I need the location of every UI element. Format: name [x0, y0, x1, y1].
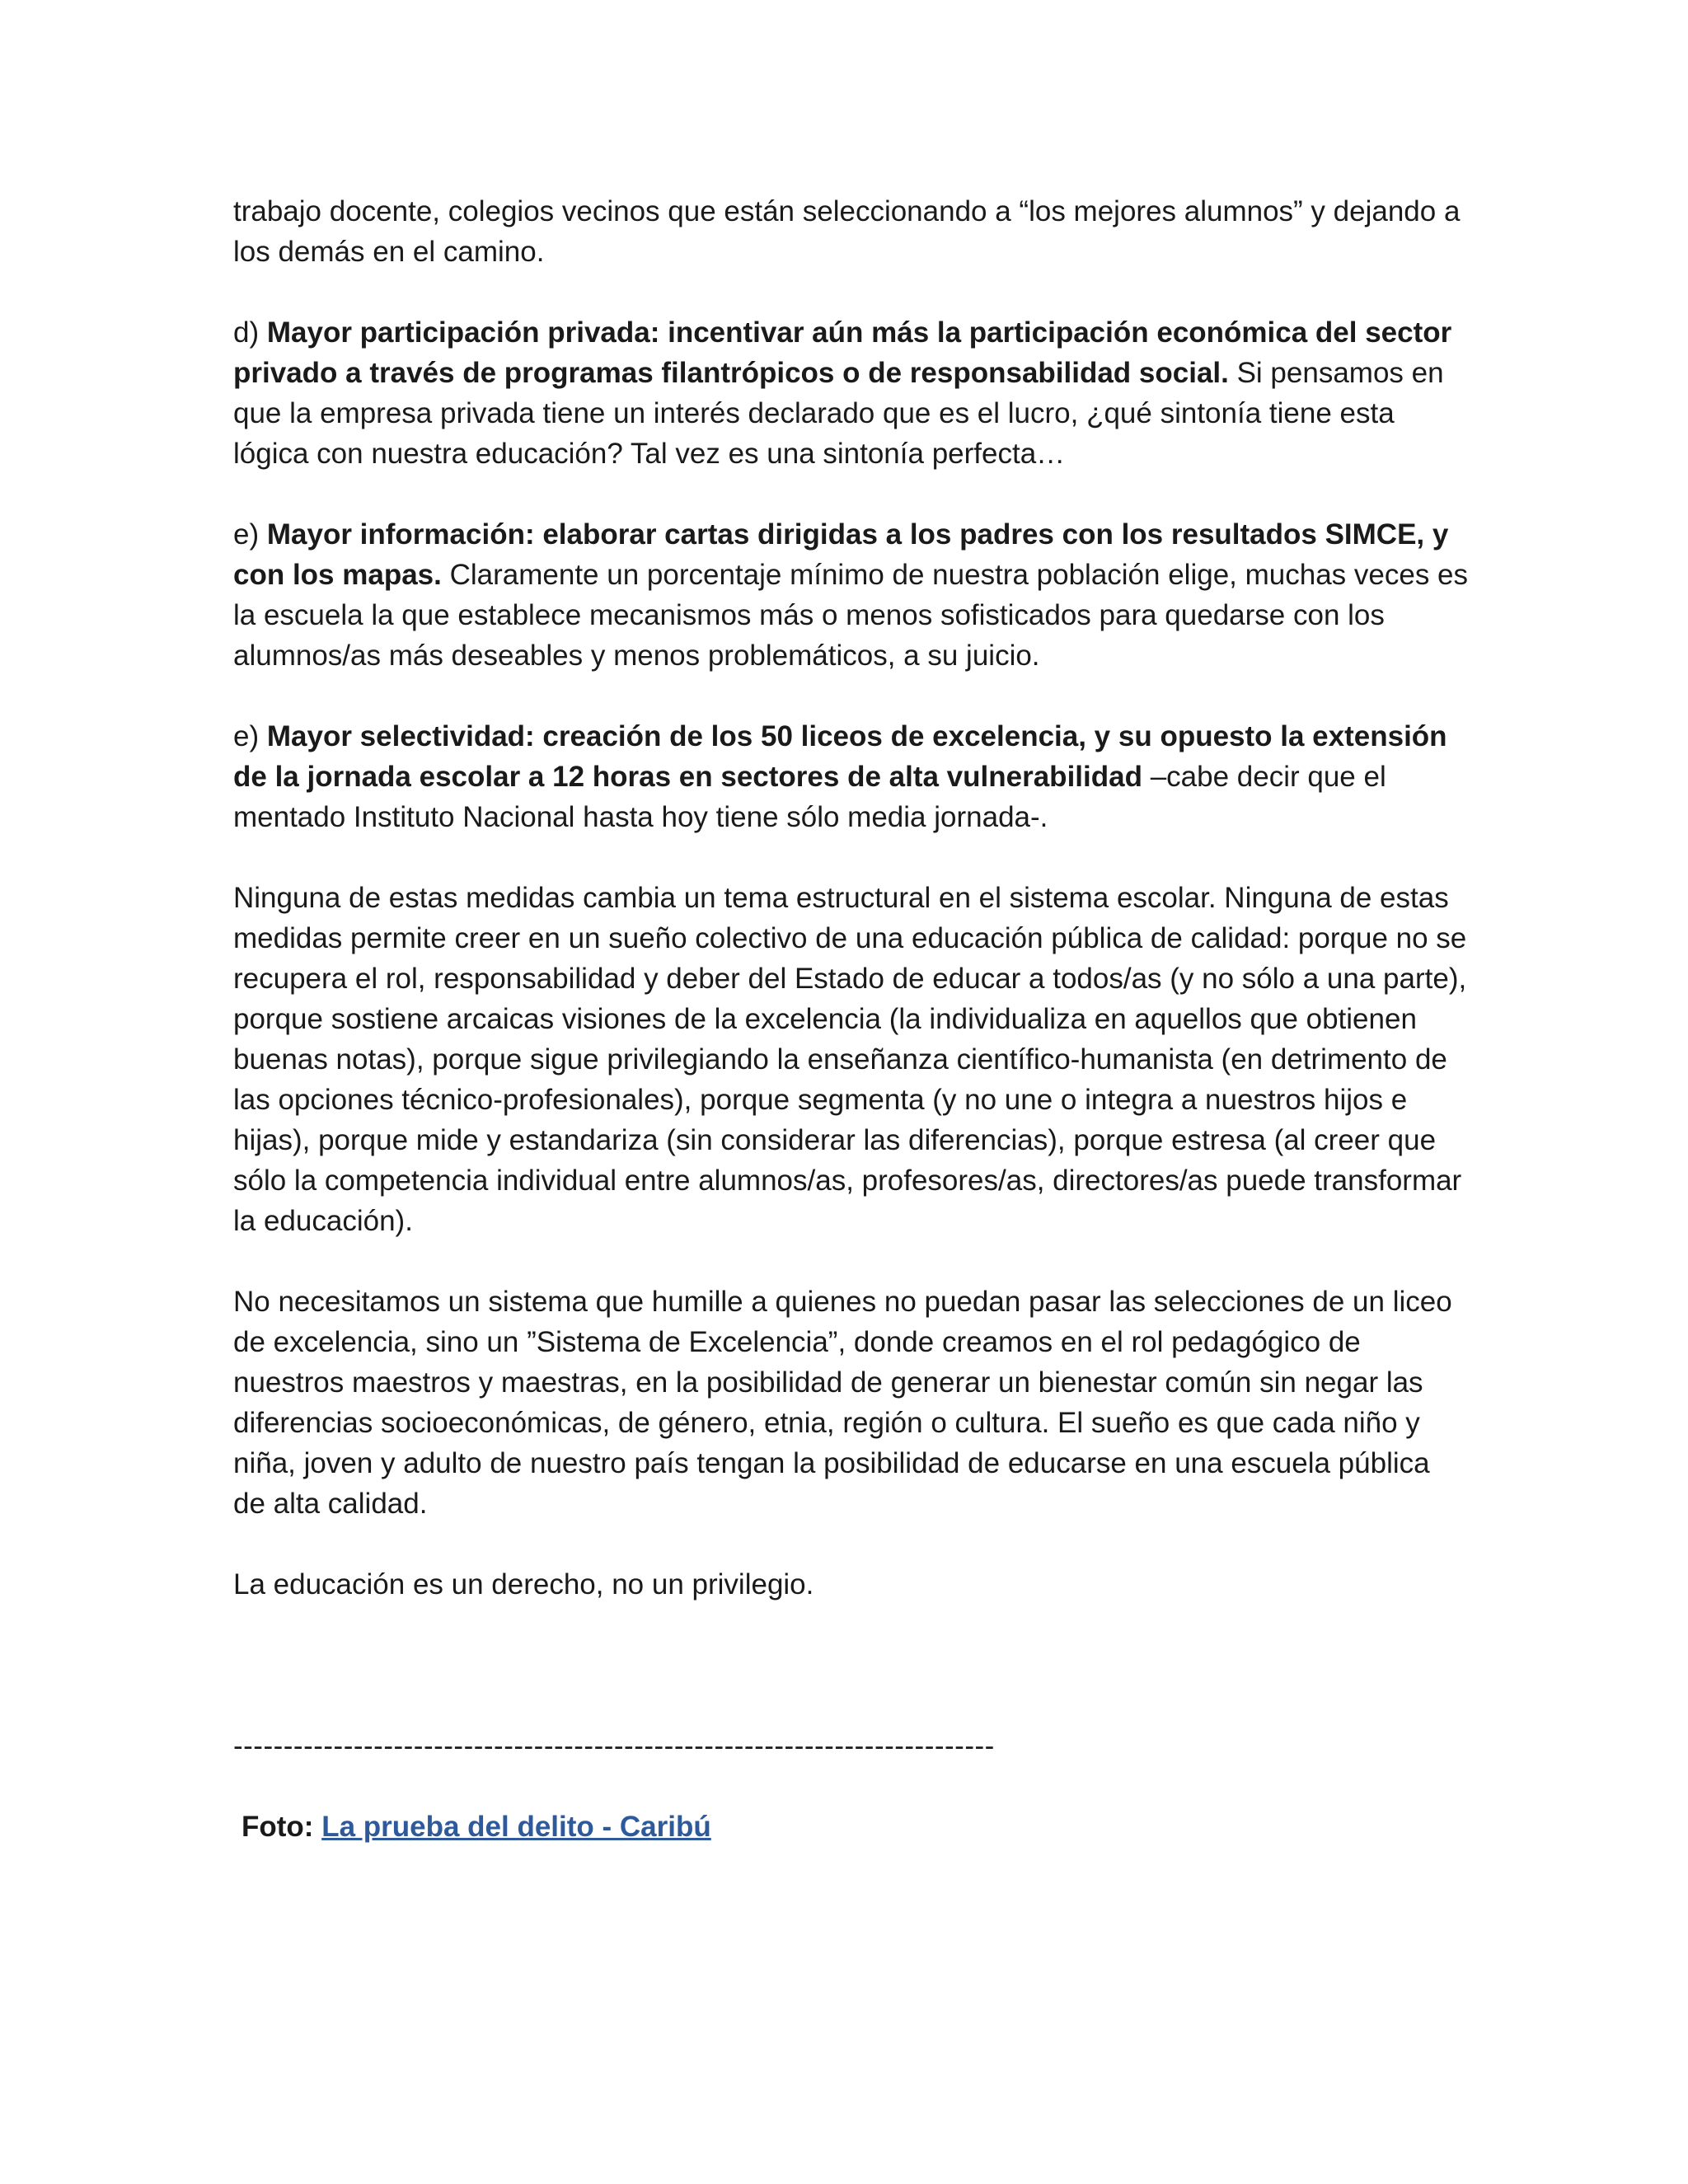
document-body [233, 191, 1470, 1847]
paragraph-intro: trabajo docente, colegios vecinos que están seleccionando a “los mejores alumnos” y dejando a los demás en el camino. [233, 195, 1461, 268]
bold-heading: Mayor selectividad: creación de los 50 liceos de excelencia, y su opuesto la extensión de la jornada escolar a 12 horas en sectores de alta vulnerabilidad [233, 720, 1447, 793]
item-prefix: d) [233, 316, 267, 349]
spacer [233, 1645, 1470, 1726]
item-prefix: e) [233, 518, 267, 551]
photo-credit-label: Foto: [241, 1811, 322, 1843]
separator-line: ---------------------------------------------------------------------------- [233, 1730, 995, 1762]
paragraph-text: Claramente un porcentaje mínimo de nuestra población elige, muchas veces es la escuela la que establece mecanismos más o menos sofisticados para quedarse con los alumnos/as más deseables y menos problemáticos, a su juicio. [233, 559, 1469, 672]
paragraph-e-information [233, 514, 1470, 676]
item-prefix: e) [233, 720, 267, 752]
paragraph-measures-critique: Ninguna de estas medidas cambia un tema estructural en el sistema escolar. Ninguna de estas medidas permite creer en un sueño colectivo de una educación pública de calidad: porque no se recupera el rol, responsabilidad y deber del Estado de educar a todos/as (y no sólo a una parte), porque sostiene arcaicas visiones de la excelencia (la individualiza en aquellos que obtienen buenas notas), porque sigue privilegiando la enseñanza científico-humanista (en detrimento de las opciones técnico-profesionales), porque segmenta (y no une o integra a nuestros hijos e hijas), porque mide y estandariza (sin considerar las diferencias), porque estresa (al creer que sólo la competencia individual entre alumnos/as, profesores/as, directores/as puede transformar la educación). [233, 882, 1467, 1237]
bold-heading: Mayor información: elaborar cartas dirigidas a los padres con los resultados SIMCE, y con los mapas. [233, 518, 1449, 591]
bold-heading: Mayor participación privada: incentivar aún más la participación económica del sector privado a través de programas filantrópicos o de responsabilidad social. [233, 316, 1452, 389]
paragraph-closing: La educación es un derecho, no un privilegio. [233, 1568, 814, 1601]
paragraph-text: –cabe decir que el mentado Instituto Nacional hasta hoy tiene sólo media jornada-. [233, 761, 1386, 833]
photo-credit [233, 1807, 1470, 1847]
photo-credit-link[interactable]: La prueba del delito - Caribú [321, 1811, 711, 1843]
paragraph-text: Si pensamos en que la empresa privada tiene un interés declarado que es el lucro, ¿qué sintonía tiene esta lógica con nuestra educación? Tal vez es una sintonía perfecta… [233, 357, 1444, 470]
paragraph-excellence-system: No necesitamos un sistema que humille a quienes no puedan pasar las selecciones de un liceo de excelencia, sino un ”Sistema de Excelencia”, donde creamos en el rol pedagógico de nuestros maestros y maestras, en la posibilidad de generar un bienestar común sin negar las diferencias socioeconómicas, de género, etnia, región o cultura. El sueño es que cada niño y niña, joven y adulto de nuestro país tengan la posibilidad de educarse en una escuela pública de alta calidad. [233, 1286, 1452, 1520]
paragraph-d-private-participation [233, 312, 1470, 474]
paragraph-e-selectivity [233, 716, 1470, 837]
